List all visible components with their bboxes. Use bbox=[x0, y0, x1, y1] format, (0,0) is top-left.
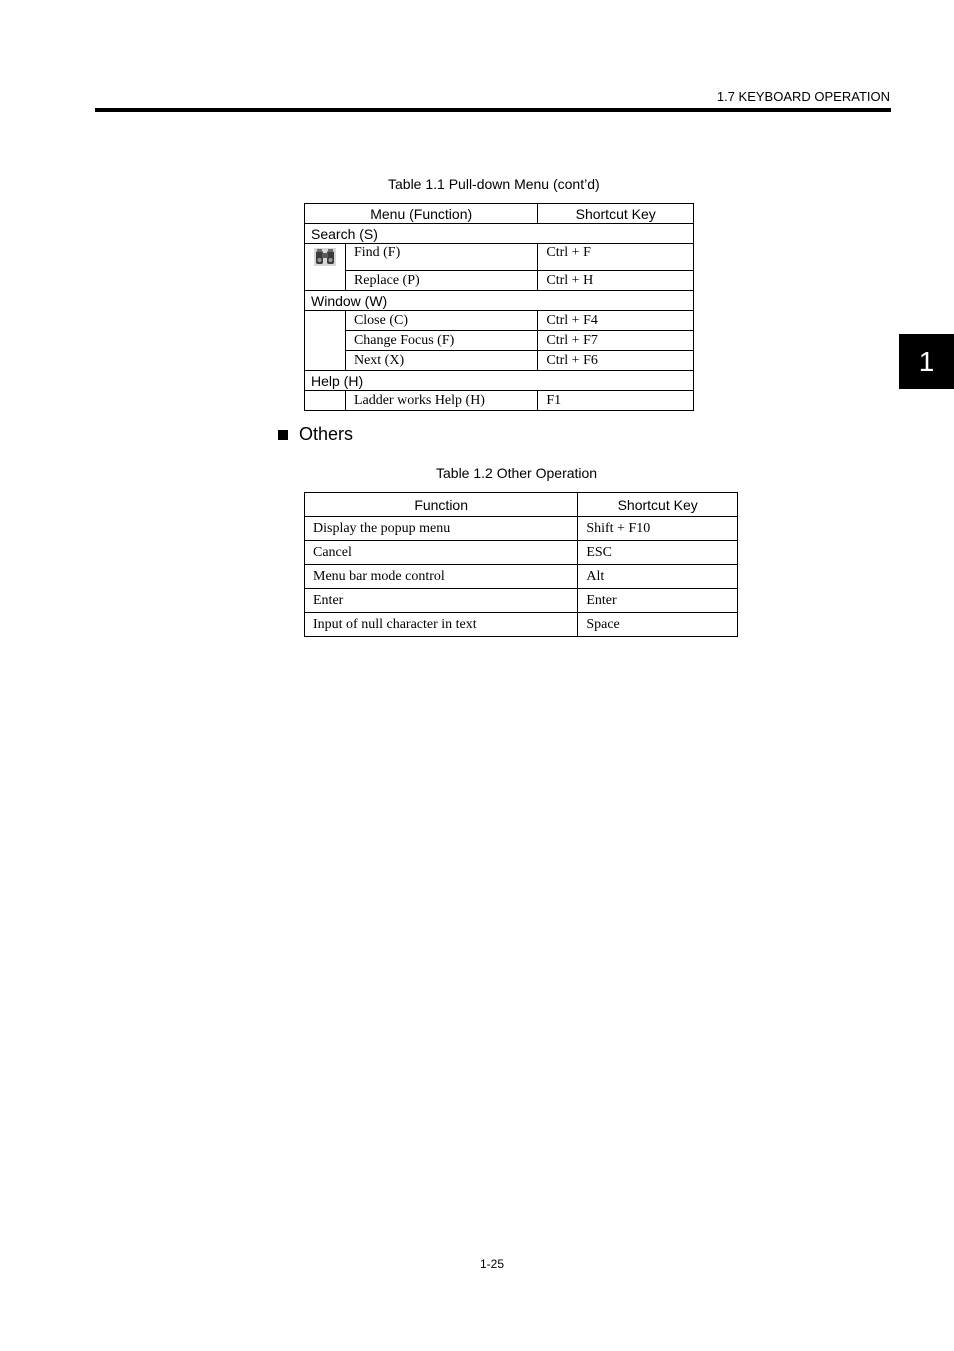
page-number: 1-25 bbox=[480, 1257, 505, 1271]
table-row bbox=[305, 271, 694, 291]
other-operation-table bbox=[304, 492, 738, 637]
square-bullet-icon bbox=[278, 430, 288, 440]
section-title: Others bbox=[299, 424, 354, 444]
table2-caption: Table 1.2 Other Operation bbox=[436, 465, 598, 481]
group-label-help: Help (H) bbox=[305, 371, 694, 391]
group-row-window bbox=[305, 291, 694, 311]
menu-item-ladder-help: Ladder works Help (H) bbox=[345, 391, 537, 411]
table-row bbox=[305, 331, 694, 351]
column-header-menu: Menu (Function) bbox=[305, 204, 538, 224]
shortcut-change-focus: Ctrl + F7 bbox=[538, 331, 694, 351]
group-label-search: Search (S) bbox=[305, 224, 694, 244]
table1-caption: Table 1.1 Pull-down Menu (cont’d) bbox=[388, 176, 600, 192]
group-label-window: Window (W) bbox=[305, 291, 694, 311]
table-row bbox=[305, 565, 738, 589]
binoculars-icon bbox=[314, 248, 336, 266]
shortcut-cell: ESC bbox=[578, 541, 738, 565]
menu-item-next: Next (X) bbox=[345, 351, 537, 371]
shortcut-cell: Enter bbox=[578, 589, 738, 613]
table-row bbox=[305, 311, 694, 331]
icon-cell bbox=[305, 244, 346, 291]
shortcut-next: Ctrl + F6 bbox=[538, 351, 694, 371]
group-row-search bbox=[305, 224, 694, 244]
table-header-row bbox=[305, 204, 694, 224]
menu-item-close: Close (C) bbox=[345, 311, 537, 331]
menu-item-replace: Replace (P) bbox=[345, 271, 537, 291]
shortcut-find: Ctrl + F bbox=[538, 244, 694, 271]
shortcut-cell: Alt bbox=[578, 565, 738, 589]
table-row bbox=[305, 351, 694, 371]
menu-item-find: Find (F) bbox=[345, 244, 537, 271]
indent-cell bbox=[305, 311, 346, 371]
table-row bbox=[305, 391, 694, 411]
shortcut-replace: Ctrl + H bbox=[538, 271, 694, 291]
table-row bbox=[305, 244, 694, 271]
shortcut-cell: Shift + F10 bbox=[578, 517, 738, 541]
group-row-help bbox=[305, 371, 694, 391]
menu-item-change-focus: Change Focus (F) bbox=[345, 331, 537, 351]
chapter-tab: 1 bbox=[899, 334, 954, 389]
shortcut-cell: Space bbox=[578, 613, 738, 637]
indent-cell bbox=[305, 391, 346, 411]
table-row bbox=[305, 589, 738, 613]
column-header-shortcut: Shortcut Key bbox=[538, 204, 694, 224]
table-header-row bbox=[305, 493, 738, 517]
column-header-function: Function bbox=[305, 493, 578, 517]
function-cell: Enter bbox=[305, 589, 578, 613]
table-row bbox=[305, 541, 738, 565]
function-cell: Input of null character in text bbox=[305, 613, 578, 637]
shortcut-ladder-help: F1 bbox=[538, 391, 694, 411]
function-cell: Display the popup menu bbox=[305, 517, 578, 541]
running-header: 1.7 KEYBOARD OPERATION bbox=[716, 89, 890, 104]
column-header-shortcut: Shortcut Key bbox=[578, 493, 738, 517]
section-heading-others bbox=[278, 424, 353, 445]
pulldown-menu-table bbox=[304, 203, 694, 411]
function-cell: Menu bar mode control bbox=[305, 565, 578, 589]
table-row bbox=[305, 517, 738, 541]
header-rule bbox=[95, 108, 891, 112]
shortcut-close: Ctrl + F4 bbox=[538, 311, 694, 331]
table-row bbox=[305, 613, 738, 637]
function-cell: Cancel bbox=[305, 541, 578, 565]
